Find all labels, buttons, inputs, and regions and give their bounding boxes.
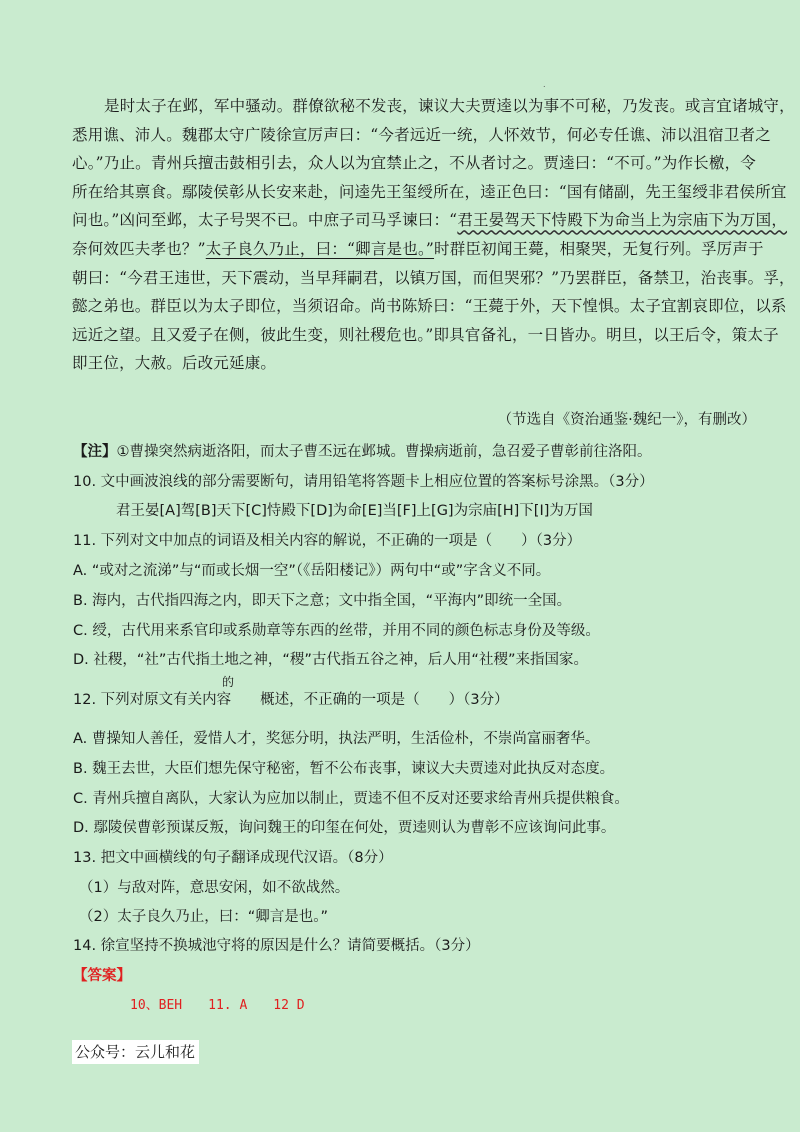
note-tag: 【注】 [73, 444, 117, 460]
annotation-note [73, 440, 652, 461]
question-11-option-b: B. 海内，古代指四海之内，即天下之意；文中指全国，“平海内”即统一全国。 [73, 593, 572, 609]
question-11-option-c: C. 绶，古代用来系官印或系勋章等东西的丝带，并用不同的颜色标志身份及等级。 [73, 623, 600, 639]
passage-text: 奈何效匹夫孝也？” [72, 239, 206, 258]
question-12: 12. 下列对原文有关内容 概述，不正确的一项是（ ）（3分） [73, 692, 509, 708]
passage-line [72, 235, 762, 264]
question-12-option-d: D. 鄢陵侯曹彰预谋反叛，询问魏王的印玺在何处，贾逵则认为曹彰不应该询问此事。 [73, 820, 616, 836]
passage-line: 即王位，大赦。后改元延康。 [72, 354, 277, 373]
passage-text: 时群臣初闻王薨，相聚哭，无复行列。孚厉声于 [434, 239, 764, 258]
passage-text: 问也。”凶问至邺，太子号哭不已。中庶子司马孚谏曰：“ [72, 211, 458, 230]
passage-line: 远近之望。且又爱子在侧，彼此生变，则社稷危也。”即具官备礼，一日皆办。明旦，以王后令，策太子 [72, 325, 779, 344]
question-11-option-d: D. 社稷，“社”古代指土地之神，“稷”古代指五谷之神，后人用“社稷”来指国家。 [73, 652, 588, 668]
passage-line: 是时太子在邺，军中骚动。群僚欲秘不发丧，谏议大夫贾逵以为事不可秘，乃发丧。或言宜诸城守， [104, 97, 795, 115]
answer-tag: 【答案】 [73, 968, 131, 984]
passage-line: 所在给其禀食。鄢陵侯彰从长安来赴，问逵先王玺绶所在，逵正色曰：“国有储副，先王玺绶非君侯所宜 [72, 182, 787, 201]
question-11: 11. 下列对文中加点的词语及相关内容的解说，不正确的一项是（ ）（3分） [73, 533, 582, 549]
passage-line: 懿之弟也。群臣以为太子即位，当须诏命。尚书陈矫曰：“王薨于外，天下惶惧。太子宜割哀即位，以系 [72, 297, 787, 316]
question-13-part-2: （2）太子良久乃止，曰：“卿言是也。” [79, 909, 328, 925]
passage-line: 朝曰：“今君王违世，天下震动，当早拜嗣君，以镇万国，而但哭邪？”乃罢群臣，备禁卫，治丧事。孚， [72, 268, 795, 287]
note-text: ①曹操突然病逝洛阳，而太子曹丕远在邺城。曹操病逝前，急召爱子曹彰前往洛阳。 [116, 444, 652, 460]
passage-line: 悉用谯、沛人。魏郡太守广陵徐宣厉声曰：“今者远近一统，人怀效节，何必专任谯、沛以沮宿卫者之 [72, 125, 771, 144]
question-10-options: 君王晏[A]驾[B]天下[C]恃殿下[D]为命[E]当[F]上[G]为宗庙[H]下[I]为万国 [116, 503, 593, 519]
question-12-option-a: A. 曹操知人善任，爱惜人才，奖惩分明，执法严明，生活俭朴，不崇尚富丽奢华。 [73, 731, 600, 747]
footer-wechat-label: 公众号：云儿和花 [72, 1040, 199, 1064]
question-10: 10. 文中画波浪线的部分需要断句，请用铅笔将答题卡上相应位置的答案标号涂黑。（3分） [73, 474, 654, 490]
question-12-option-c: C. 青州兵擅自离队，大家认为应加以制止，贾逵不但不反对还要求给青州兵提供粮食。 [73, 791, 629, 807]
passage-line [72, 206, 788, 235]
question-13: 13. 把文中画横线的句子翻译成现代汉语。（8分） [73, 850, 393, 866]
question-13-part-1: （1）与敌对阵，意思安闲，如不欲战然。 [79, 880, 350, 896]
source-citation: （节选自《资治通鉴·魏纪一》，有删改） [497, 412, 756, 428]
wavy-underlined-sentence: 君王晏驾天下恃殿下为命当上为宗庙下为万国， [457, 211, 788, 230]
question-14: 14. 徐宣坚持不换城池守将的原因是什么？请简要概括。（3分） [73, 938, 480, 954]
inserted-character: 的 [222, 675, 235, 689]
question-11-option-a: A. “或对之流涕”与“而或长烟一空”（《岳阳楼记》）两句中“或”字含义不同。 [73, 563, 551, 579]
question-12-option-b: B. 魏王去世，大臣们想先保守秘密，暂不公布丧事，谏议大夫贾逵对此执反对态度。 [73, 761, 615, 777]
answer-text: 10、BEH 11. A 12 D [130, 998, 305, 1013]
passage-line: 心。”乃止。青州兵擅击鼓相引去，众人以为宜禁止之，不从者讨之。贾逵曰：“不可。”为作长檄，令 [72, 154, 756, 173]
classical-passage [72, 92, 795, 378]
stray-dot: . [543, 80, 546, 89]
underlined-sentence: 太子良久乃止，曰：“卿言是也。” [205, 239, 435, 258]
